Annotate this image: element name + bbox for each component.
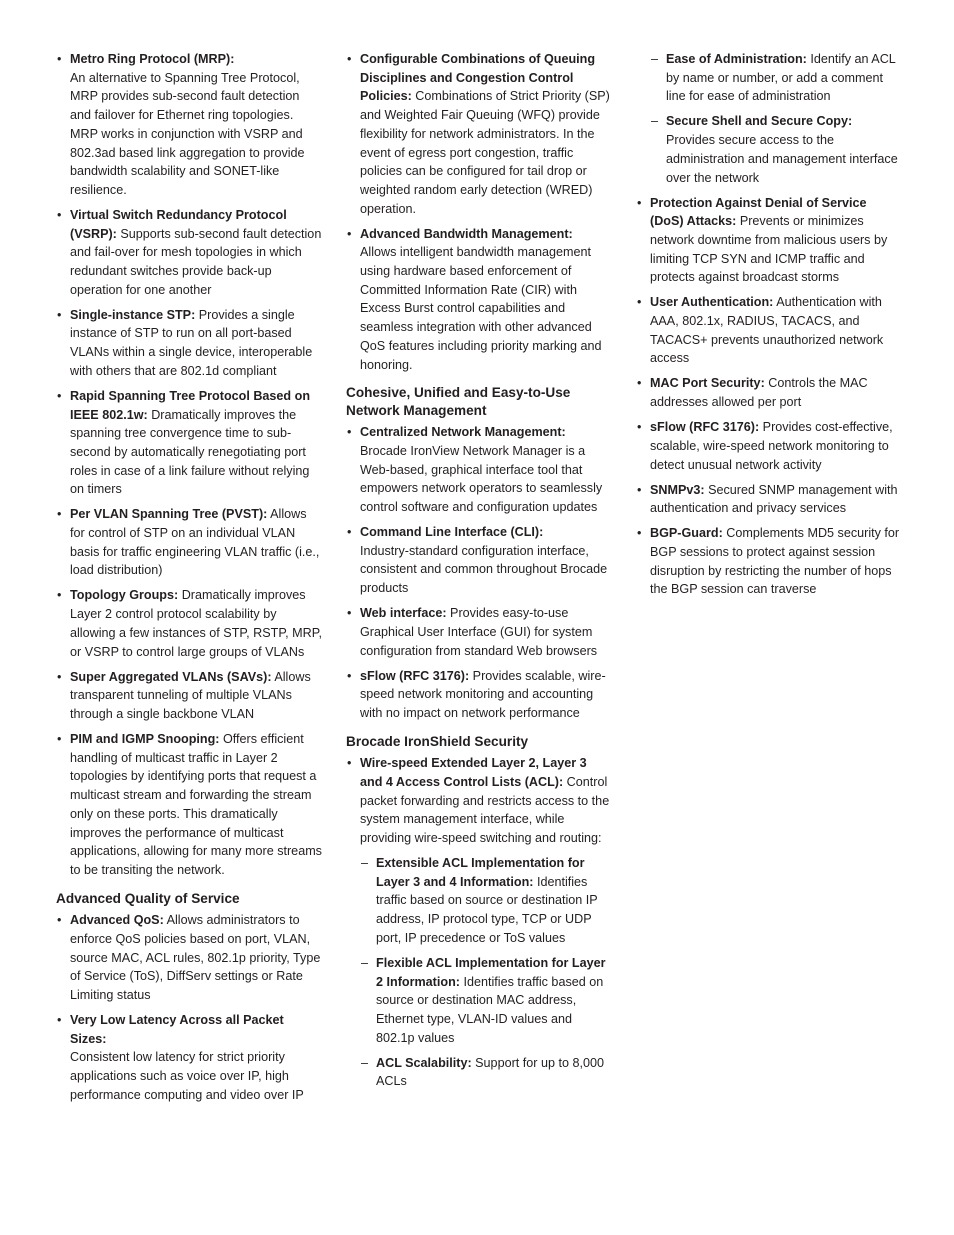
list-item [346,523,612,598]
item-text: Complements MD5 security for BGP sessions to protect against session disruption by restricting the number of hops the BGP session can traverse [650,526,900,597]
list-item [56,668,322,724]
item-text: Allows for control of STP on an individual VLAN basis for traffic engineering VLAN traffic (i.e., load distribution) [70,507,320,578]
item-term: Centralized Network Management: [360,425,566,440]
item-term: Configurable Combinations of Queuing Disciplines and Congestion Control Policies: [360,52,596,104]
item-text: Identifies traffic based on source or destination MAC address, Ethernet type, VLAN-ID values and 802.1p values [376,974,604,1045]
item-term: Flexible ACL Implementation for Layer 2 Information: [376,955,606,989]
list-item [56,911,322,1005]
item-term: Virtual Switch Redundancy Protocol (VSRP): [70,207,287,241]
item-term: Very Low Latency Across all Packet Sizes: [70,1012,284,1046]
item-text: Allows administrators to enforce QoS policies based on port, VLAN, source MAC, ACL rules, 802.1p priority, Type of Service (ToS), DiffServ settings or Rate Limiting status [70,913,321,1002]
list-item [56,50,322,200]
item-term: Advanced Bandwidth Management: [360,226,573,241]
item-text: Identify an ACL by name or number, or add a comment line for ease of administration [666,52,896,104]
list-item [56,1011,322,1105]
item-term: sFlow (RFC 3176): [650,420,760,435]
bullet-list [346,50,612,374]
bullet-list [56,911,322,1104]
item-term: User Authentication: [650,295,774,310]
item-text: Offers efficient handling of multicast traffic in Layer 2 topologies by identifying ports that request a multicast stream and forwarding the stream only on these ports. This dramatically improves the performance of multicast applications, allowing for many more streams to be transiting the network. [70,731,322,877]
item-text: Prevents or minimizes network downtime from malicious users by limiting TCP SYN and ICMP traffic and protects against broadcast storms [650,214,888,285]
item-text: Identifies traffic based on source or destination IP address, IP protocol type, TCP or UDP port, IP precedence or ToS values [376,874,598,945]
item-term: Metro Ring Protocol (MRP): [70,52,235,66]
sub-list-item [360,854,612,948]
item-term: ACL Scalability: [376,1055,472,1070]
item-text: Brocade IronView Network Manager is a Web-based, graphical interface tool that empowers network operators to seamlessly control software and configuration updates [360,443,603,515]
item-term: Protection Against Denial of Service (DoS) Attacks: [650,195,867,229]
sub-list-item [650,112,902,187]
list-item [56,306,322,381]
bullet-list [56,50,322,880]
item-term: Secure Shell and Secure Copy: [666,114,853,129]
bullet-list [346,423,612,722]
item-text: Authentication with AAA, 802.1x, RADIUS, TACACS, and TACACS+ prevents unauthorized network access [650,295,884,366]
item-text: Dramatically improves Layer 2 control protocol scalability by allowing a few instances of STP, RSTP, MRP, or VSRP to control large groups of VLANs [70,588,322,659]
list-item [56,206,322,300]
sub-list-item [360,954,612,1048]
item-term: PIM and IGMP Snooping: [70,731,220,746]
item-term: Per VLAN Spanning Tree (PVST): [70,507,268,522]
item-text: Provides cost-effective, scalable, wire-speed network monitoring to detect unusual network activity [650,420,893,472]
list-item [346,754,612,1091]
list-item [346,50,612,218]
item-text: Consistent low latency for strict priority applications such as voice over IP, high performance computing and video over IP [70,1050,304,1102]
item-term: Rapid Spanning Tree Protocol Based on IEEE 802.1w: [70,388,311,422]
bullet-list [346,754,612,1091]
item-term: Web interface: [360,606,447,621]
item-term: BGP-Guard: [650,526,723,541]
list-item [346,667,612,723]
item-text: Supports sub-second fault detection and fail-over for mesh topologies in which redundant switches provide back-up operation for one another [70,226,322,297]
item-text: Allows intelligent bandwidth management using hardware based enforcement of Committed Information Rate (CIR) with Excess Burst control capabilities and seamless integration with other advanced QoS features including priority marking and honoring. [360,245,602,372]
column-1 [56,50,322,1111]
item-term: sFlow (RFC 3176): [360,668,470,683]
sub-list-item [360,1054,612,1091]
column-2 [346,50,612,1097]
item-term: SNMPv3: [650,482,705,497]
item-term: MAC Port Security: [650,376,765,391]
list-item [346,225,612,375]
list-item [56,505,322,580]
item-text: Provides secure access to the administration and management interface over the network [666,133,898,185]
sub-list [360,854,612,1091]
item-text: Control packet forwarding and restricts access to the system management interface, while providing wire-speed switching and routing: [360,774,610,845]
item-term: Single-instance STP: [70,307,196,322]
sub-list-item [650,50,902,106]
item-term: Wire-speed Extended Layer 2, Layer 3 and 4 Access Control Lists (ACL): [360,756,587,789]
item-text: Industry-standard configuration interface, consistent and common throughout Brocade products [360,543,608,596]
item-term: Command Line Interface (CLI): [360,525,544,540]
item-text: Provides scalable, wire-speed network monitoring and accounting with no impact on network performance [360,668,606,720]
section-heading: Cohesive, Unified and Easy-to-Use Network Management [346,385,571,418]
item-term: Super Aggregated VLANs (SAVs): [70,669,272,684]
list-item [636,524,902,599]
section-heading: Advanced Quality of Service [56,890,240,906]
item-text: Dramatically improves the spanning tree convergence time to sub-second by automatically renegotiating port roles in case of a link failure without relying on timers [70,407,310,497]
item-text: Support for up to 8,000 ACLs [376,1055,604,1089]
sub-list [636,50,902,187]
item-text: Secured SNMP management with authentication and privacy services [650,482,898,516]
item-text: Provides easy-to-use Graphical User Interface (GUI) for system configuration from standard Web browsers [360,606,598,658]
item-text: Provides a single instance of STP to run on all port-based VLANs within a single device, interoperable with others that are 802.1d compliant [70,307,313,378]
list-item [636,194,902,288]
item-text: Allows transparent tunneling of multiple VLANs through a single backbone VLAN [70,669,311,721]
list-item [56,586,322,661]
item-term: Extensible ACL Implementation for Layer 3 and 4 Information: [376,856,585,889]
item-text: Controls the MAC addresses allowed per port [650,376,868,410]
list-item [56,730,322,880]
section-heading: Brocade IronShield Security [346,733,529,749]
list-item [636,293,902,368]
list-item [346,604,612,660]
item-text: An alternative to Spanning Tree Protocol, MRP provides sub-second fault detection and failover for Ethernet ring topologies. MRP works in conjunction with VSRP and 802.3ad based link aggregation to provide bandwidth scalability and SONET-like resilience. [70,70,305,197]
list-item [636,418,902,474]
bullet-list [636,194,902,600]
list-item [56,387,322,499]
item-term: Ease of Administration: [666,52,807,66]
column-3 [636,50,902,605]
list-item [636,481,902,518]
item-term: Advanced QoS: [70,913,164,928]
item-term: Topology Groups: [70,588,179,603]
item-text: Combinations of Strict Priority (SP) and Weighted Fair Queuing (WFQ) provide flexibility for network administrators. In the event of egress port congestion, traffic policies can be configured for tail drop or weighted random early detection (WRED) operation. [360,89,610,216]
list-item [346,423,612,517]
list-item [636,374,902,411]
